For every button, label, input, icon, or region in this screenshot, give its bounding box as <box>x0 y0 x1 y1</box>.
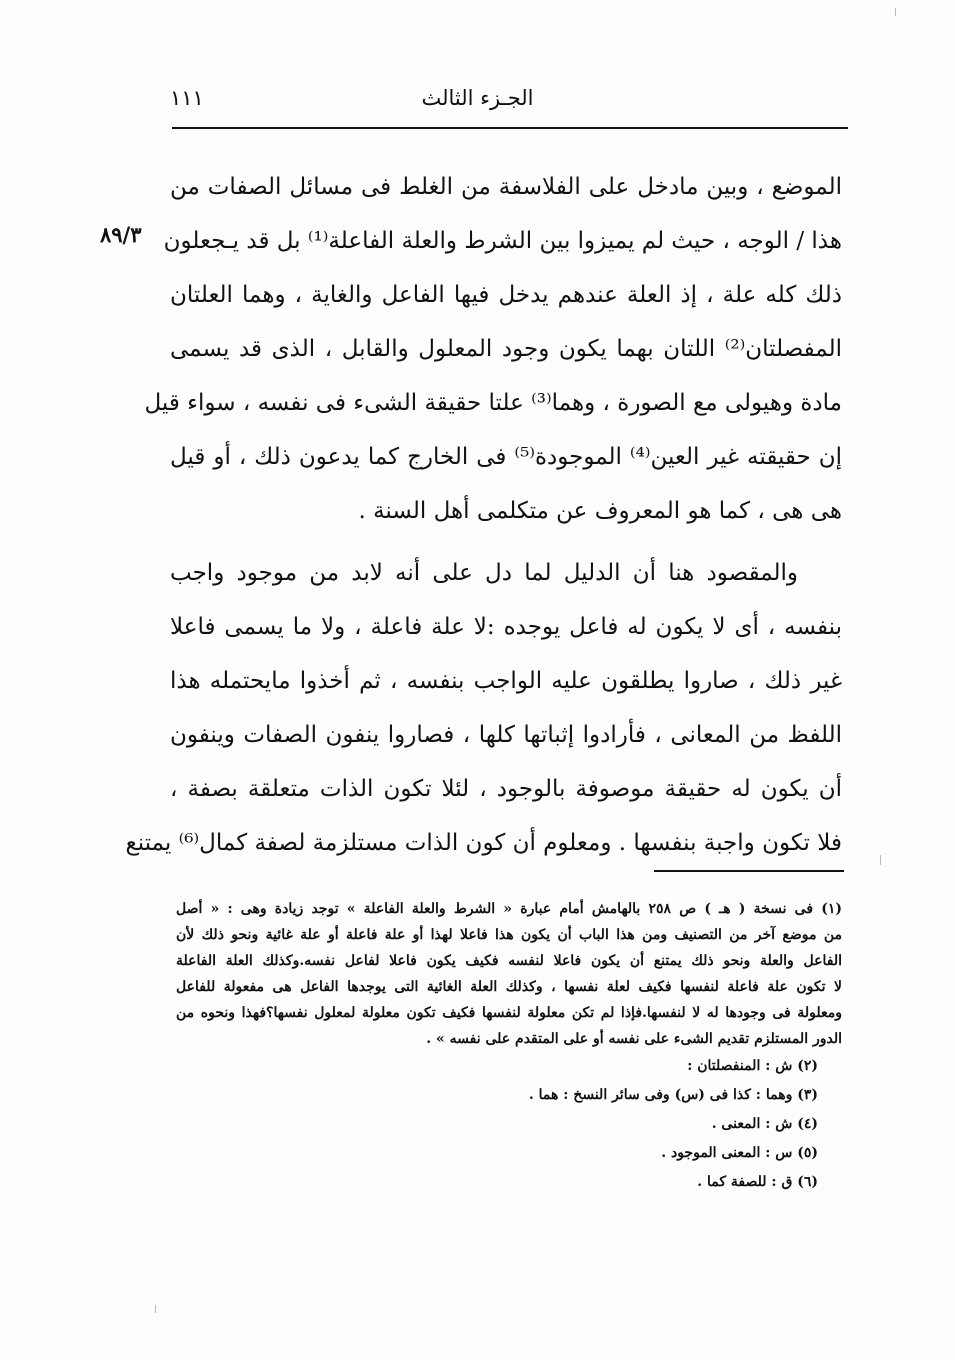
text-line: أن يكون له حقيقة موصوفة بالوجود ، لئلا تكون الذات متعلقة بصفة ، <box>170 776 842 802</box>
footnote-4: (٤) ش : المعنى . <box>711 1116 818 1132</box>
text-line: والمقصود هنا أن الدليل لما دل على أنه لابد من موجود واجب <box>170 560 798 586</box>
footnote-separator <box>654 870 844 872</box>
text-line: اللفظ من المعانى ، فأرادوا إثباتها كلها ، فصاروا ينفون الصفات وينفون <box>170 722 842 748</box>
text-line: مادة وهيولى مع الصورة ، وهما⁽³⁾ علتا حقيقة الشىء فى نفسه ، سواء قيل <box>144 390 842 416</box>
footnote-line: الدور المستلزم تقديم الشىء على نفسه أو على المتقدم على نفسه » . <box>426 1031 842 1047</box>
running-header-title: الجـزء الثالث <box>421 86 534 110</box>
footnote-5: (٥) س : المعنى الموجود . <box>661 1145 818 1161</box>
footnote-1 <box>176 896 842 1052</box>
text-line: فلا تكون واجبة بنفسها . ومعلوم أن كون الذات مستلزمة لصفة كمال⁽⁶⁾ يمتنع <box>125 830 842 856</box>
text-line: المفصلتان⁽²⁾ اللتان بهما يكون وجود المعلول والقابل ، الذى قد يسمى <box>170 336 842 362</box>
footnote-2: (٢) ش : المنفصلتان : <box>687 1058 818 1074</box>
paragraph-1 <box>144 160 843 538</box>
scan-mark <box>895 8 896 16</box>
footnote-3: (٣) وهما : كذا فى (س) وفى سائر النسخ : هما . <box>528 1087 818 1103</box>
margin-reference: ٨٩/٣ <box>100 222 142 247</box>
footnote-6: (٦) ق : للصفة كما . <box>697 1174 818 1190</box>
text-line: ذلك كله علة ، إذ العلة عندهم يدخل فيها الفاعل والغاية ، وهما العلتان <box>170 282 842 308</box>
text-line: بنفسه ، أى لا يكون له فاعل يوجده :لا علة فاعلة ، ولا ما يسمى فاعلا <box>170 614 842 640</box>
page-number: ١١١ <box>170 86 204 110</box>
text-line: هذا / الوجه ، حيث لم يميزوا بين الشرط والعلة الفاعلة⁽¹⁾ بل قد يـجعلون <box>163 228 842 254</box>
footnote-line: الفاعل والعلة ونحو ذلك يمتنع أن يكون فاعلا لنفسه فكيف يكون فاعلا لفاعل نفسه.وكذلك العلة الفاعلة <box>176 953 842 969</box>
scan-mark <box>155 1305 156 1313</box>
scan-mark <box>880 855 881 865</box>
text-line: هى هى ، كما هو المعروف عن متكلمى أهل السنة . <box>358 498 842 524</box>
text-line: الموضع ، وبين مادخل على الفلاسفة من الغلط فى مسائل الصفات من <box>170 174 842 200</box>
footnotes <box>176 896 842 1197</box>
footnote-line: لا تكون علة فاعلة لنفسها فكيف لعلة نفسها ، وكذلك العلة الغائية التى يوجدها الفاعل هى مفعولة للفاعل <box>176 979 842 995</box>
text-line: غير ذلك ، صاروا يطلقون عليه الواجب بنفسه ، ثم أخذوا مايحتمله هذا <box>170 668 842 694</box>
footnote-line: ومعلولة فى وجودها له لا لنفسها.فإذا لم تكن معلولة لنفسها فكيف تكون معلولة لمعلول نفسها؟فهذا ونحوه من <box>176 1005 842 1021</box>
header-rule <box>172 127 848 129</box>
footnote-line: (١) فى نسخة ( هـ ) ص ٢٥٨ بالهامش أمام عبارة « الشرط والعلة الفاعلة » توجد زيادة وهى : « أصل <box>176 901 842 917</box>
main-text <box>125 160 843 870</box>
text-line: إن حقيقته غير العين⁽⁴⁾ الموجودة⁽⁵⁾ فى الخارج كما يدعون ذلك ، أو قيل <box>170 444 843 470</box>
paragraph-2 <box>125 546 842 870</box>
footnote-line: من موضع آخر من التصنيف ومن هذا الباب أن يكون هذا فاعلا لهذا أو علة فاعلة أو علة غائية ونحو ذلك لأن <box>176 927 842 943</box>
